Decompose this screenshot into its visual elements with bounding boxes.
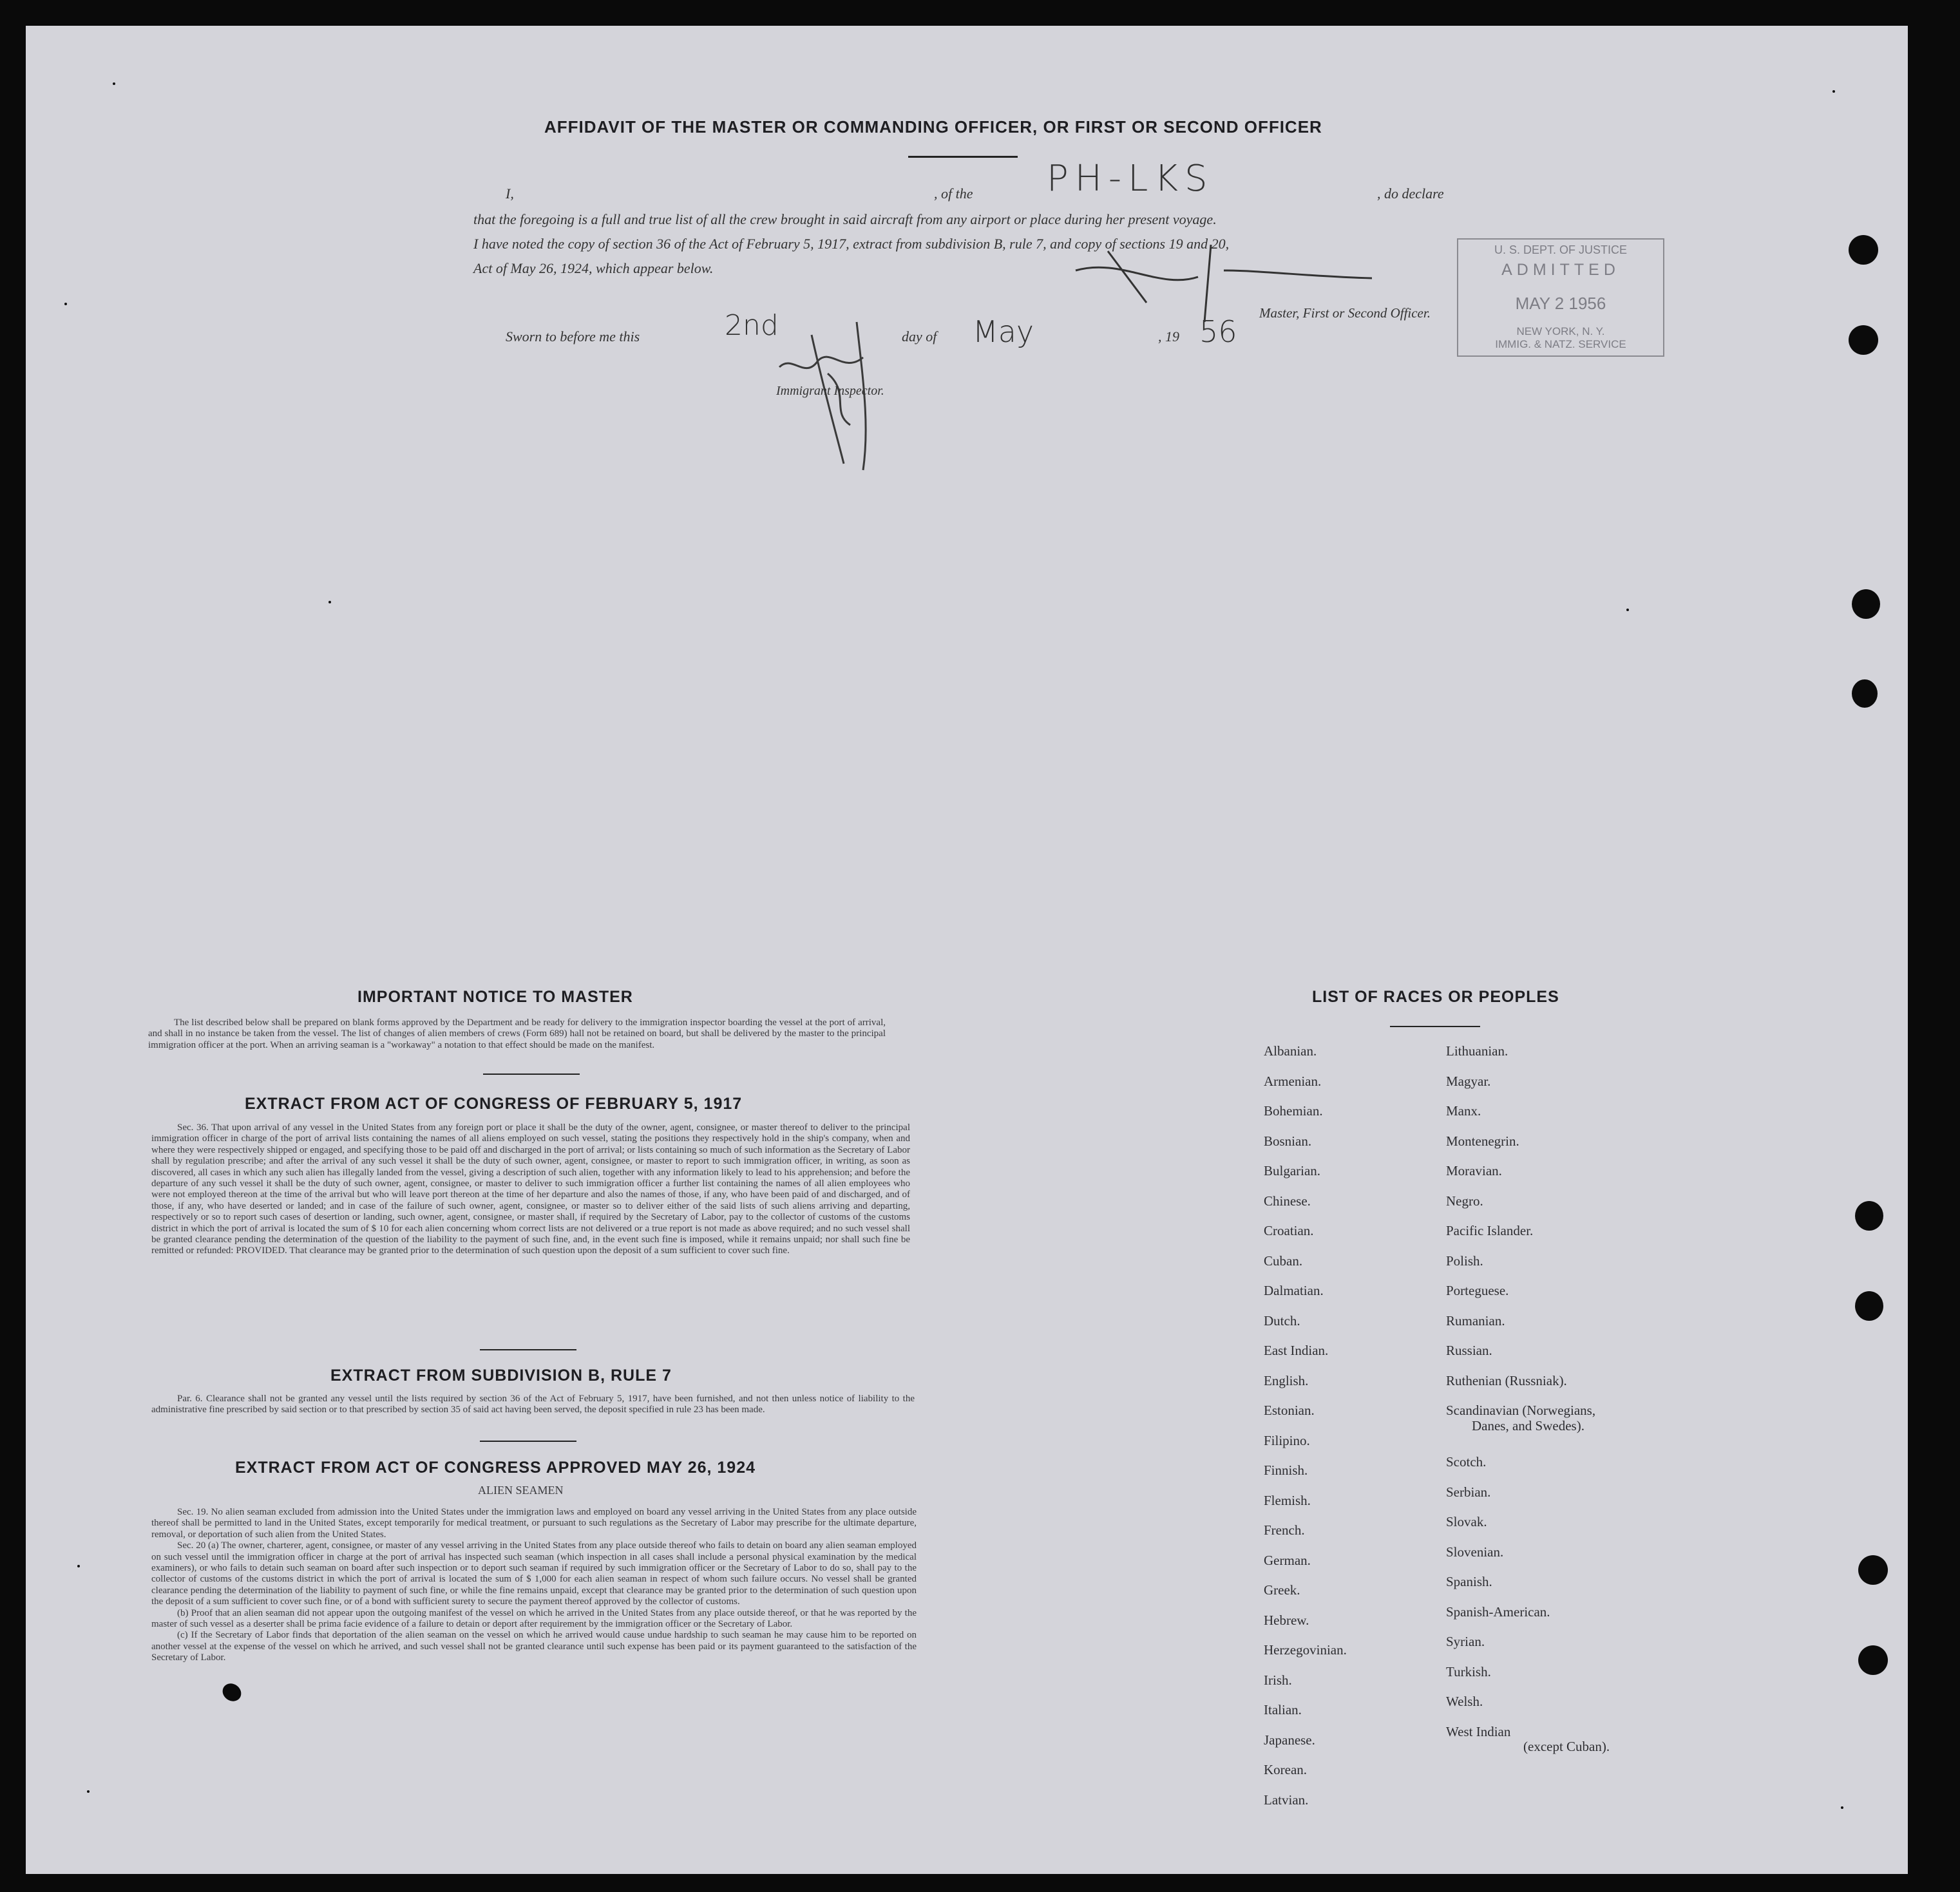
race-item: Herzegovinian.: [1264, 1642, 1347, 1658]
race-item: Estonian.: [1264, 1403, 1315, 1418]
affidavit-line-2: that the foregoing is a full and true list of all the crew brought in said aircraft from any airport or place during her present voyage.: [473, 211, 1217, 227]
race-item: Rumanian.: [1446, 1312, 1505, 1329]
rule-7-body: [151, 1394, 915, 1416]
speck: [64, 303, 67, 305]
inspector-label: Immigrant Inspector.: [776, 384, 884, 398]
extract-1917-rule: [480, 1349, 576, 1350]
affidavit-do-declare: , do declare: [1377, 185, 1444, 202]
extract-1924-body: [151, 1507, 917, 1664]
race-item: Irish.: [1264, 1672, 1292, 1688]
stamp-city: NEW YORK, N. Y.: [1516, 325, 1605, 337]
speck: [1841, 1806, 1843, 1809]
alien-seamen-subtitle: ALIEN SEAMEN: [478, 1484, 564, 1497]
race-item: Spanish.: [1446, 1574, 1492, 1589]
year-prefix: , 19: [1158, 328, 1179, 345]
sec-36-text: Sec. 36. That upon arrival of any vessel in the United States from any foreign port or place it shall be the duty of the owner, agent, consignee, or master thereof to deliver to the principal immigration officer in charge of the port of arrival lists containing the names of all aliens employed on such vessel, stating the positions they respectively hold in the ship's company, when and where they were respectively shipped or engaged, and specifying those to be paid off and discharged in the port of arrival; or lists containing so much of such information as the Secretary of Labor shall by regulation prescribe; and after the arrival of any such vessel it shall be the duty of such owner, agent, consignee, or master to report to such immigration officer, in writing, as soon as discovered, all cases in which any such alien has illegally landed from the vessel, giving a description of such alien, together with any information likely to lead to his apprehension; and before the departure of any such vessel it shall be the duty of such owner, agent, consignee, or master to deliver to such immigration officer a further list containing the names of all alien employees who were not employed thereon at the time of the arrival but who will leave port thereon at the time of her departure and also the names of those, if any, who have been paid of and discharged, and of those, if any, who have deserted or landed; and in case of the failure of such owner, agent, consignee, or master so to deliver either of the said lists of such aliens arriving and departing, respectively or so to report such cases of desertion or landing, such owner, agent, consignee, or master shall, if required by the Secretary of Labor, pay to the collector of customs of the customs district in which the port of arrival is located the sum of $ 10 for each alien concerning whom correct lists are not delivered or a true report is not made as above required; and no such vessel shall be granted clearance pending the determination of the question of the liability to the payment of such fine, and, in the event such fine is imposed, while it remains unpaid; nor shall such fine be remitted or refunded: PROVIDED. That clearance may be granted prior to the determination of such question upon the deposit of a sum sufficient to cover such fine.: [151, 1122, 910, 1256]
admitted-stamp: [1457, 238, 1664, 357]
stamp-service: IMMIG. & NATZ. SERVICE: [1495, 338, 1626, 350]
ink-blot: [219, 1680, 244, 1705]
race-item: Russian.: [1446, 1343, 1492, 1358]
rule-7-title: EXTRACT FROM SUBDIVISION B, RULE 7: [330, 1367, 672, 1385]
race-item: Dutch.: [1264, 1312, 1300, 1329]
race-item: Armenian.: [1264, 1073, 1322, 1089]
race-item: Porteguese.: [1446, 1283, 1509, 1298]
notice-body: [148, 1017, 886, 1051]
race-item: Magyar.: [1446, 1073, 1491, 1089]
sec-20b-text: (b) Proof that an alien seaman did not appear upon the outgoing manifest of the vessel on which he arrived in the United States from any place outside thereof, or that he was reported by the master of such vessel as a deserter shall be prima facie evidence of a failure to detain or deport after requirement by the immigration officer or the Secretary of Labor.: [151, 1607, 917, 1630]
par-6-text: Par. 6. Clearance shall not be granted any vessel until the lists required by section 36 of the Act of February 5, 1917, have been furnished, and not then unless notice of liability to the administrative fine prescribed by said section or to that prescribed by section 35 of said act having been served, the deposit specified in rule 23 has been made.: [151, 1394, 915, 1415]
race-item: Slovak.: [1446, 1514, 1487, 1529]
speck: [87, 1790, 90, 1793]
affidavit-title: AFFIDAVIT OF THE MASTER OR COMMANDING OFFICER, OR FIRST OR SECOND OFFICER: [544, 117, 1322, 137]
speck: [1626, 609, 1629, 611]
race-item: Latvian.: [1264, 1792, 1309, 1808]
race-item: French.: [1264, 1522, 1305, 1538]
race-item: Scandinavian (Norwegians,: [1446, 1403, 1596, 1418]
race-item: Hebrew.: [1264, 1612, 1309, 1628]
race-item: Spanish-American.: [1446, 1603, 1550, 1620]
notice-title: IMPORTANT NOTICE TO MASTER: [357, 988, 633, 1006]
race-item: Japanese.: [1264, 1732, 1315, 1748]
speck: [77, 1565, 80, 1567]
race-item: Pacific Islander.: [1446, 1223, 1534, 1238]
document-page: [26, 26, 1908, 1874]
race-item: Scotch.: [1446, 1454, 1487, 1470]
sworn-label: Sworn to before me this: [506, 328, 640, 345]
races-left-column: [1264, 1043, 1431, 1848]
race-item: Albanian.: [1264, 1043, 1317, 1059]
stamp-date: MAY 2 1956: [1515, 294, 1606, 313]
punch-hole: [1852, 679, 1878, 708]
race-item: Manx.: [1446, 1103, 1481, 1119]
race-item: Finnish.: [1264, 1462, 1308, 1478]
stamp-agency: U. S. DEPT. OF JUSTICE: [1494, 243, 1628, 256]
sec-20a-text: Sec. 20 (a) The owner, charterer, agent, consignee, or master of any vessel arriving in the United States from any place outside thereof who fails to detain on board any alien seaman employed on such vessel until the immigration officer in charge at the port of arrival has inspected such seaman (which inspection in all cases shall include a personal physical examination by the medical examiners), or who fails to detain such seaman on board after such inspection or to deport such seaman if required by such immigration officer or the Secretary of Labor to do so, shall pay to the collector of customs of the customs district in which the port of arrival is located the sum of $ 1,000 for each alien seaman in respect of whom such failure occurs. No vessel shall be granted clearance pending the determination of the liability to payment of such fine, or while the fine remains unpaid, except that clearance may be granted prior to the determination of such question upon the deposit of a sum sufficient to cover such fine, or of a bond with sufficient surety to secure the payment thereof approved by the collector of customs.: [151, 1540, 917, 1607]
race-item: Bohemian.: [1264, 1103, 1323, 1119]
race-item: Flemish.: [1264, 1492, 1311, 1508]
race-item: (except Cuban).: [1523, 1739, 1610, 1754]
race-item: Montenegrin.: [1446, 1133, 1519, 1149]
punch-hole: [1852, 589, 1880, 619]
punch-hole: [1855, 1201, 1883, 1231]
punch-hole: [1849, 325, 1878, 355]
race-item: West Indian: [1446, 1723, 1511, 1739]
race-item: Slovenian.: [1446, 1544, 1504, 1560]
race-item: Croatian.: [1264, 1223, 1314, 1238]
race-item: Serbian.: [1446, 1484, 1491, 1500]
race-item: East Indian.: [1264, 1343, 1329, 1358]
race-item: Moravian.: [1446, 1163, 1502, 1178]
punch-hole: [1849, 235, 1878, 265]
rule-7-rule: [480, 1441, 576, 1442]
race-item: German.: [1264, 1552, 1311, 1568]
races-right-column: [1446, 1043, 1717, 1848]
speck: [1832, 90, 1835, 93]
race-item: Welsh.: [1446, 1694, 1483, 1709]
handwritten-year: 56: [1199, 314, 1237, 349]
punch-hole: [1855, 1291, 1883, 1321]
races-title: LIST OF RACES OR PEOPLES: [1312, 988, 1559, 1006]
notice-rule: [483, 1074, 580, 1075]
race-item: Cuban.: [1264, 1253, 1303, 1269]
punch-hole: [1858, 1555, 1888, 1585]
race-item: Greek.: [1264, 1582, 1300, 1598]
race-item: Bosnian.: [1264, 1133, 1312, 1149]
notice-text: The list described below shall be prepared on blank forms approved by the Department and be ready for delivery to the immigration inspector boarding the vessel at the port of arrival, and shall in no instance be taken from the vessel. The list of changes of alien members of crews (Form 689) hall not be retained on board, but shall be delivered by the master to the principal immigration officer at the port. When an arriving seaman is a "workaway" a notation to that effect should be made on the manifest.: [148, 1017, 886, 1050]
speck: [328, 601, 331, 603]
race-item: Korean.: [1264, 1762, 1308, 1777]
handwritten-aircraft-id: PH-LKS: [1047, 158, 1214, 200]
stamp-admitted: ADMITTED: [1501, 261, 1620, 279]
race-item: Italian.: [1264, 1702, 1302, 1717]
race-item: Chinese.: [1264, 1193, 1311, 1209]
extract-1917-body: [151, 1122, 910, 1257]
day-of-label: day of: [902, 328, 937, 345]
race-item: Turkish.: [1446, 1663, 1491, 1679]
affidavit-i-label: I,: [506, 185, 514, 202]
affidavit-line-3: I have noted the copy of section 36 of the Act of February 5, 1917, extract from subdivision B, rule 7, and copy of sections 19 and 20,: [473, 236, 1230, 252]
handwritten-day: 2nd: [725, 309, 779, 342]
race-item: Danes, and Swedes).: [1472, 1417, 1584, 1433]
races-rule: [1390, 1026, 1480, 1027]
affidavit-of-the: , of the: [934, 185, 973, 202]
extract-1917-title: EXTRACT FROM ACT OF CONGRESS OF FEBRUARY 5, 1917: [245, 1095, 743, 1113]
punch-hole: [1858, 1645, 1888, 1675]
race-item: Dalmatian.: [1264, 1283, 1324, 1298]
race-item: Polish.: [1446, 1253, 1483, 1269]
affidavit-line-4: Act of May 26, 1924, which appear below.: [473, 260, 714, 276]
race-item: Syrian.: [1446, 1634, 1485, 1649]
speck: [113, 82, 115, 85]
race-item: Filipino.: [1264, 1432, 1310, 1448]
race-item: Bulgarian.: [1264, 1163, 1321, 1178]
race-item: Lithuanian.: [1446, 1043, 1508, 1059]
handwritten-month: May: [973, 314, 1034, 349]
sec-19-text: Sec. 19. No alien seaman excluded from admission into the United States under the immigration laws and employed on board any vessel arriving in the United States from any place outside thereof shall be permitted to land in the United States, except temporarily for medical treatment, or pursuant to such regulations as the Secretary of Labor may prescribe for the ultimate departure, removal, or deportation of such alien from the United States.: [151, 1507, 917, 1540]
sec-20c-text: (c) If the Secretary of Labor finds that deportation of the alien seaman on the vessel on which he arrived would cause undue hardship to such seaman he may cause him to be reported on another vessel at the expense of the vessel on which he arrived, and such vessel shall not be granted clearance until such expense has been paid or its payment guaranteed to the satisfaction of the Secretary of Labor.: [151, 1630, 917, 1663]
race-item: Negro.: [1446, 1193, 1483, 1209]
extract-1924-title: EXTRACT FROM ACT OF CONGRESS APPROVED MAY 26, 1924: [235, 1459, 756, 1477]
race-item: English.: [1264, 1372, 1309, 1388]
master-signature-label: Master, First or Second Officer.: [1259, 305, 1431, 321]
title-rule: [908, 156, 1018, 158]
race-item: Ruthenian (Russniak).: [1446, 1372, 1567, 1388]
